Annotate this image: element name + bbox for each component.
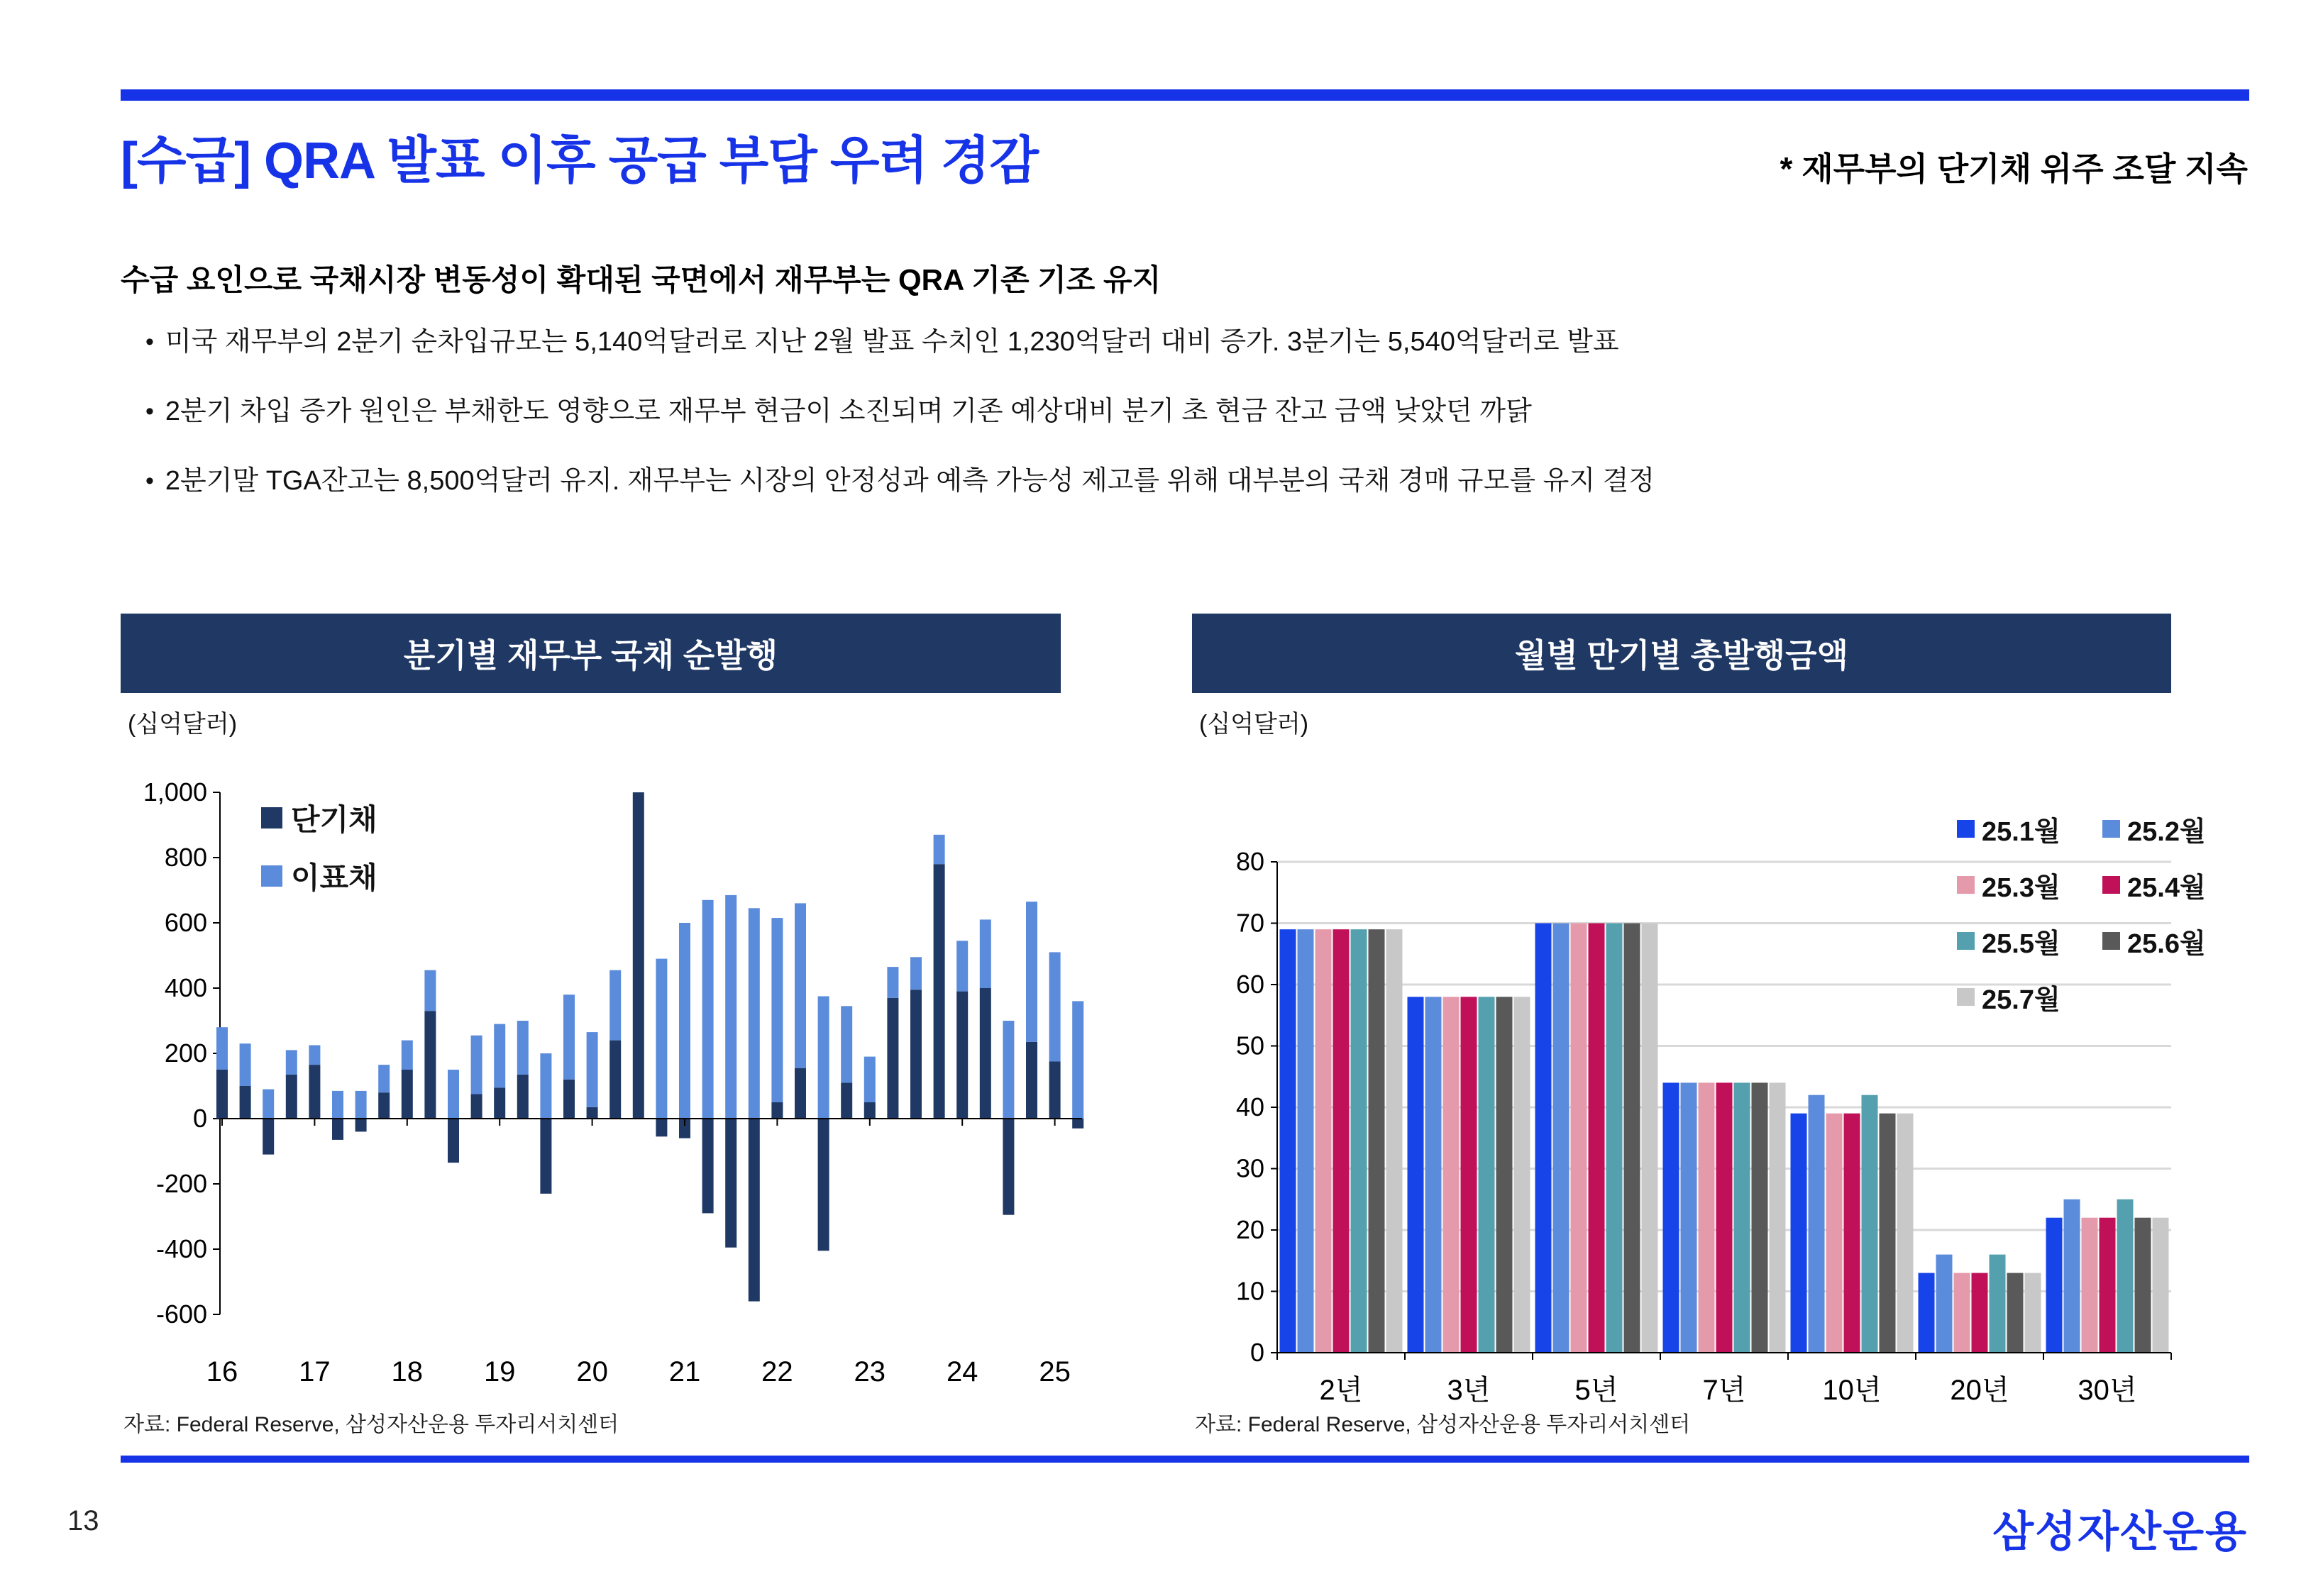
coupon-bar-segment [355, 1091, 367, 1119]
coupon-bar-segment [216, 1027, 228, 1070]
month-bar [1408, 997, 1424, 1353]
legend-item [2102, 865, 2248, 904]
left-chart-card [121, 614, 1086, 1443]
company-logo: 삼성자산운용 [1992, 1508, 2248, 1556]
title-annotation: * 재무부의 단기채 위주 조달 지속 [1780, 150, 2248, 187]
month-bar [1333, 929, 1350, 1353]
legend-label: 25.2월 [2127, 817, 2206, 847]
month-bar [1461, 997, 1477, 1353]
bill-bar-segment [378, 1092, 390, 1119]
coupon-bar-segment [656, 959, 667, 1119]
x-tick-label: 22 [761, 1356, 793, 1387]
x-tick-label: 10년 [1822, 1375, 1882, 1406]
month-bar [1752, 1082, 1768, 1353]
coupon-bar-segment [864, 1057, 876, 1102]
x-tick-label: 20 [576, 1356, 608, 1387]
x-tick-label: 23 [854, 1356, 886, 1387]
legend-label: 25.1월 [1982, 817, 2060, 847]
coupon-bar-segment [1003, 1021, 1014, 1119]
bill-bar-segment [240, 1086, 251, 1119]
legend-swatch [1957, 820, 1975, 838]
y-tick-label: -600 [155, 1299, 207, 1329]
bullet-dot: • [145, 328, 154, 355]
bill-bar-segment [702, 1119, 714, 1213]
left-chart-unit-label: (십억달러) [128, 711, 238, 738]
bill-bar-segment [309, 1065, 320, 1119]
month-bar [1298, 929, 1314, 1353]
coupon-bar-segment [378, 1065, 390, 1092]
bill-bar-segment [725, 1119, 737, 1248]
legend-swatch [1957, 932, 1975, 950]
y-tick-label: 20 [1235, 1215, 1264, 1244]
coupon-bar-segment [471, 1036, 482, 1095]
coupon-bar-segment [587, 1032, 598, 1107]
bill-bar-segment [956, 992, 968, 1119]
month-bar [1972, 1273, 1988, 1353]
coupon-bar-segment [1026, 902, 1037, 1042]
legend-label: 이표채 [291, 861, 377, 894]
coupon-bar-segment [1072, 1001, 1083, 1119]
month-bar [1315, 929, 1332, 1353]
right-chart-unit-label: (십억달러) [1199, 711, 1309, 738]
legend-label: 25.5월 [1982, 929, 2060, 959]
page-number: 13 [67, 1505, 99, 1536]
bill-bar-segment [818, 1119, 829, 1251]
x-tick-label: 5년 [1574, 1375, 1618, 1406]
summary-bullet [145, 394, 1655, 428]
month-bar [2025, 1273, 2041, 1353]
top-rule [121, 89, 2249, 101]
legend-item [261, 797, 377, 839]
legend-swatch [2102, 932, 2120, 950]
bullet-text: 미국 재무부의 2분기 순차입규모는 5,140억달러로 지난 2월 발표 수치인 1,230억달러 대비 증가. 3분기는 5,540억달러로 발표 [165, 327, 1619, 357]
coupon-bar-segment [910, 957, 922, 990]
x-tick-label: 16 [206, 1356, 238, 1387]
coupon-bar-segment [517, 1021, 529, 1075]
bill-bar-segment [563, 1080, 575, 1119]
x-tick-label: 30년 [2078, 1375, 2137, 1406]
legend-item [1957, 921, 2102, 960]
x-tick-label: 18 [391, 1356, 424, 1387]
coupon-bar-segment [725, 895, 737, 1119]
bullet-dot: • [145, 467, 154, 494]
month-bar [1443, 997, 1460, 1353]
legend-label: 단기채 [291, 803, 377, 836]
month-bar [1844, 1114, 1860, 1353]
y-tick-label: 10 [1235, 1276, 1264, 1306]
month-bar [1681, 1082, 1697, 1353]
month-bar [2153, 1218, 2169, 1353]
y-tick-label: 600 [164, 908, 207, 937]
summary-heading: 수급 요인으로 국채시장 변동성이 확대된 국면에서 재무부는 QRA 기존 기조 유지 [121, 263, 1162, 297]
bill-bar-segment [448, 1119, 459, 1163]
legend-item [261, 855, 377, 897]
coupon-bar-segment [448, 1070, 459, 1119]
x-tick-label: 24 [946, 1356, 978, 1387]
bill-bar-segment [1072, 1119, 1083, 1129]
bill-bar-segment [517, 1075, 529, 1119]
bill-bar-segment [887, 998, 898, 1119]
y-tick-label: 1,000 [143, 777, 207, 807]
month-bar [2064, 1199, 2080, 1353]
coupon-bar-segment [771, 918, 783, 1102]
bill-bar-segment [795, 1068, 806, 1119]
x-tick-label: 2년 [1319, 1375, 1363, 1406]
month-bar [1791, 1114, 1807, 1353]
month-bar [1606, 924, 1623, 1353]
bill-bar-segment [1049, 1062, 1061, 1119]
month-bar [1809, 1095, 1825, 1353]
summary-bullet [145, 464, 1655, 498]
month-bar [1826, 1114, 1843, 1353]
bill-bar-segment [749, 1119, 760, 1302]
legend-label: 25.3월 [1982, 873, 2060, 903]
bill-bar-segment [355, 1119, 367, 1131]
month-bar [1624, 924, 1640, 1353]
summary-bullet [145, 325, 1655, 359]
x-tick-label: 19 [483, 1356, 516, 1387]
coupon-bar-segment [494, 1024, 505, 1088]
bill-bar-segment [286, 1075, 297, 1119]
y-tick-label: 70 [1235, 908, 1264, 938]
month-bar [1919, 1273, 1935, 1353]
x-tick-label: 7년 [1702, 1375, 1746, 1406]
coupon-bar-segment [563, 994, 575, 1080]
bullet-text: 2분기 차입 증가 원인은 부채한도 영향으로 재무부 현금이 소진되며 기존 예상대비 분기 초 현금 잔고 금액 낮았던 까닭 [165, 397, 1532, 426]
y-tick-label: 40 [1235, 1092, 1264, 1121]
bill-bar-segment [332, 1119, 343, 1140]
legend-label: 25.7월 [1982, 985, 2060, 1015]
y-tick-label: 30 [1235, 1153, 1264, 1183]
legend-swatch [2102, 876, 2120, 894]
y-tick-label: 80 [1235, 847, 1264, 876]
month-bar [1425, 997, 1442, 1353]
bill-bar-segment [424, 1011, 436, 1119]
month-bar [1553, 924, 1569, 1353]
month-bar [1990, 1255, 2006, 1353]
coupon-bar-segment [609, 970, 621, 1041]
month-bar [2046, 1218, 2063, 1353]
month-bar [1479, 997, 1495, 1353]
bullet-dot: • [145, 398, 154, 425]
legend-item [2102, 809, 2248, 848]
bill-bar-segment [540, 1119, 551, 1194]
coupon-bar-segment [402, 1041, 413, 1070]
month-bar [2007, 1273, 2024, 1353]
y-tick-label: 200 [164, 1038, 207, 1068]
coupon-bar-segment [679, 923, 690, 1119]
bill-bar-segment [494, 1087, 505, 1119]
bill-bar-segment [934, 864, 945, 1119]
coupon-bar-segment [263, 1090, 274, 1119]
bill-bar-segment [910, 990, 922, 1119]
bill-bar-segment [841, 1082, 852, 1119]
legend-swatch [2102, 820, 2120, 838]
legend-item [2102, 921, 2248, 960]
legend-swatch [1957, 876, 1975, 894]
coupon-bar-segment [1049, 952, 1061, 1061]
bill-bar-segment [587, 1107, 598, 1119]
month-bar [1571, 924, 1587, 1353]
legend-item [1957, 809, 2102, 848]
bill-bar-segment [771, 1102, 783, 1119]
y-tick-label: 400 [164, 973, 207, 1002]
month-bar [1514, 997, 1530, 1353]
coupon-bar-segment [332, 1091, 343, 1119]
month-bar [1663, 1082, 1679, 1353]
bill-bar-segment [864, 1102, 876, 1119]
y-tick-label: 800 [164, 843, 207, 872]
bill-bar-segment [263, 1119, 274, 1155]
x-tick-label: 25 [1039, 1356, 1071, 1387]
month-bar [1954, 1273, 1970, 1353]
legend-swatch [261, 807, 282, 829]
coupon-bar-segment [240, 1043, 251, 1086]
x-tick-label: 17 [299, 1356, 331, 1387]
y-tick-label: 0 [192, 1104, 207, 1133]
month-bar [1535, 924, 1552, 1353]
coupon-bar-segment [286, 1050, 297, 1075]
month-bar [1897, 1114, 1914, 1353]
month-bar [1351, 929, 1367, 1353]
y-tick-label: 60 [1235, 970, 1264, 999]
month-bar [1862, 1095, 1878, 1353]
bottom-rule [121, 1456, 2249, 1463]
bill-bar-segment [1026, 1042, 1037, 1119]
y-tick-label: 0 [1249, 1338, 1264, 1367]
month-bar [1589, 924, 1605, 1353]
month-bar [1716, 1082, 1733, 1353]
x-tick-label: 21 [668, 1356, 701, 1387]
month-bar [2082, 1218, 2098, 1353]
right-chart-title: 월별 만기별 총발행금액 [1192, 614, 2171, 693]
coupon-bar-segment [424, 970, 436, 1012]
legend-label: 25.4월 [2127, 873, 2206, 903]
right-chart-card [1192, 614, 2256, 1443]
month-bar [1369, 929, 1385, 1353]
y-tick-label: -400 [155, 1234, 207, 1263]
coupon-bar-segment [540, 1053, 551, 1119]
coupon-bar-segment [887, 967, 898, 998]
coupon-bar-segment [795, 903, 806, 1068]
month-bar [1699, 1082, 1715, 1353]
legend-item [1957, 865, 2102, 904]
month-bar [1642, 924, 1658, 1353]
coupon-bar-segment [956, 941, 968, 991]
month-bar [1770, 1082, 1786, 1353]
bullet-text: 2분기말 TGA잔고는 8,500억달러 유지. 재무부는 시장의 안정성과 예측 가능성 제고를 위해 대부분의 국채 경매 규모를 유지 결정 [165, 466, 1655, 496]
coupon-bar-segment [702, 900, 714, 1119]
month-bar [2135, 1218, 2151, 1353]
x-tick-label: 20년 [1950, 1375, 2009, 1406]
month-bar [2117, 1199, 2134, 1353]
month-bar [1280, 929, 1296, 1353]
coupon-bar-segment [309, 1046, 320, 1065]
coupon-bar-segment [934, 835, 945, 864]
bill-bar-segment [656, 1119, 667, 1136]
bill-bar-segment [402, 1070, 413, 1119]
legend-swatch [261, 865, 282, 887]
y-tick-label: -200 [155, 1169, 207, 1198]
coupon-bar-segment [818, 997, 829, 1119]
bill-bar-segment [980, 988, 991, 1119]
left-chart-source: 자료: Federal Reserve, 삼성자산운용 투자리서치센터 [123, 1413, 619, 1436]
month-bar [2100, 1218, 2116, 1353]
bill-bar-segment [1003, 1119, 1014, 1215]
y-tick-label: 50 [1235, 1031, 1264, 1060]
left-chart-legend [261, 797, 377, 897]
page-title: [수급] QRA 발표 이후 공급 부담 우려 경감 [121, 133, 1039, 189]
month-bar [1496, 997, 1513, 1353]
summary-bullets [145, 325, 1655, 498]
legend-swatch [1957, 988, 1975, 1006]
month-bar [1386, 929, 1403, 1353]
month-bar [1880, 1114, 1896, 1353]
coupon-bar-segment [980, 919, 991, 988]
bill-bar-segment [609, 1041, 621, 1119]
bill-bar-segment [471, 1095, 482, 1119]
right-chart-source: 자료: Federal Reserve, 삼성자산운용 투자리서치센터 [1195, 1413, 1691, 1436]
month-bar [1734, 1082, 1750, 1353]
coupon-bar-segment [841, 1006, 852, 1082]
right-chart-legend [1957, 809, 2248, 1016]
legend-item [1957, 977, 2102, 1016]
bill-bar-segment [633, 792, 644, 1119]
x-tick-label: 3년 [1447, 1375, 1491, 1406]
legend-label: 25.6월 [2127, 929, 2206, 959]
coupon-bar-segment [749, 908, 760, 1119]
left-chart-title: 분기별 재무부 국채 순발행 [121, 614, 1061, 693]
month-bar [1936, 1255, 1953, 1353]
bill-bar-segment [216, 1070, 228, 1119]
